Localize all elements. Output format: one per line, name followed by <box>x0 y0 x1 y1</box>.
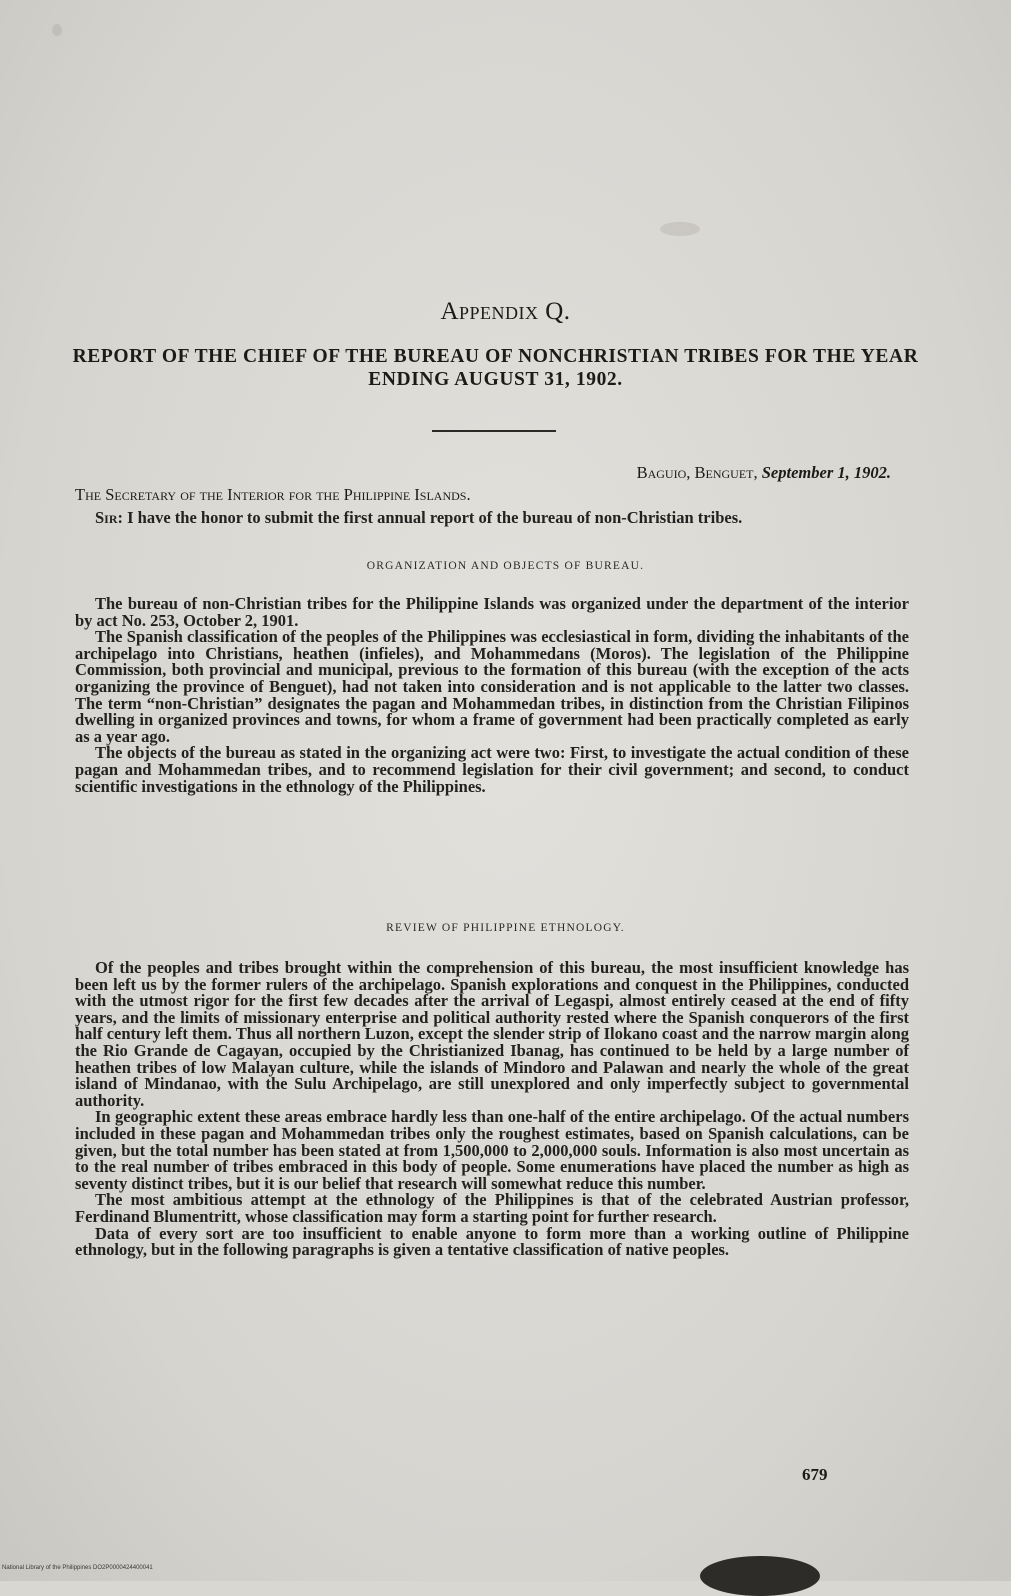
dateline <box>637 463 891 483</box>
paragraph: The objects of the bureau as stated in the organizing act were two: First, to investigate the actual condition of these pagan and Mohammedan tribes, and to recommend legislation for their civil government; and second, to conduct scientific investigations in the ethnology of the Philippines. <box>75 743 909 796</box>
report-title: REPORT OF THE CHIEF OF THE BUREAU OF NONCHRISTIAN TRIBES FOR THE YEAR ENDING AUGUST 31, 1902. <box>72 346 919 390</box>
section-ethnology-body <box>75 960 909 1259</box>
ink-smudge <box>660 222 700 236</box>
paragraph: The Spanish classification of the peoples of the Philippines was ecclesiastical in form, dividing the inhabitants of the archipelago into Christians, heathen (infieles), and Mohammedans (Moros). The legislation of the Philippine Commission, both provincial and municipal, previous to the formation of this bureau (with the exception of the acts organizing the province of Benguet), had not taken into consideration and is not applicable to the latter two classes. The term “non-Christian” designates the pagan and Mohammedan tribes, in distinction from the Christian Filipinos dwelling in organized provinces and towns, for whom a frame of government had been practically completed as early as a year ago. <box>75 627 909 746</box>
paragraph: Data of every sort are too insufficient to enable anyone to form more than a working outline of Philippine ethnology, but in the following paragraphs is given a tentative classification of native peoples. <box>75 1223 909 1260</box>
scan-footer: National Library of the Philippines DO2P0000424400041 <box>2 1565 153 1571</box>
salutation-text: I have the honor to submit the first annual report of the bureau of non-Christian tribes. <box>127 508 743 527</box>
paragraph: The bureau of non-Christian tribes for the Philippine Islands was organized under the department of the interior by act No. 253, October 2, 1901. <box>75 594 909 630</box>
paragraph: In geographic extent these areas embrace hardly less than one-half of the entire archipelago. Of the actual numbers included in these pagan and Mohammedan tribes only the roughest estimates, based on Spanish calculations, can be given, but the total number has been stated at from 1,500,000 to 2,000,000 souls. Information is also most uncertain as to the real number of tribes embraced in this body of people. Some enumerations have placed the number as high as seventy distinct tribes, but it is our belief that research will somewhat reduce this number. <box>75 1107 909 1193</box>
section-heading-ethnology: REVIEW OF PHILIPPINE ETHNOLOGY. <box>386 922 625 934</box>
scan-shadow <box>700 1556 820 1596</box>
section-organization-body <box>75 596 909 795</box>
ink-smudge <box>52 24 62 36</box>
paragraph: Of the peoples and tribes brought within the comprehension of this bureau, the most insufficient knowledge has been left us by the former rulers of the archipelago. Spanish explorations and conquest in the Philippines, conducted with the utmost rigor for the first few decades after the arrival of Legaspi, almost entirely ceased at the end of fifty years, and the limits of missionary enterprise and political authority rested where the Spanish conquerors of the first half century left them. Thus all northern Luzon, except the slender strip of Ilokano coast and the narrow margin along the Rio Grande de Cagayan, occupied by the Christianized Ibanag, has continued to be held by a large number of heathen tribes of low Malayan culture, while the islands of Mindoro and Palawan and nearly the whole of the great island of Mindanao, with the Sulu Archipelago, are still unexplored and only imperfectly subject to governmental authority. <box>75 958 909 1110</box>
appendix-title: Appendix Q. <box>440 298 571 325</box>
title-divider <box>432 430 556 432</box>
dateline-place: Baguio, Benguet, <box>636 463 758 482</box>
section-heading-organization: ORGANIZATION AND OBJECTS OF BUREAU. <box>366 560 645 572</box>
dateline-date: September 1, 1902. <box>761 463 891 482</box>
addressee: The Secretary of the Interior for the Philippine Islands. <box>75 485 471 504</box>
salutation-paragraph <box>75 510 909 527</box>
salutation-label: Sir: <box>95 508 124 527</box>
paragraph: The most ambitious attempt at the ethnology of the Philippines is that of the celebrated Austrian professor, Ferdinand Blumentritt, whose classification may form a starting point for further research. <box>75 1190 909 1226</box>
page-number: 679 <box>802 1465 828 1484</box>
